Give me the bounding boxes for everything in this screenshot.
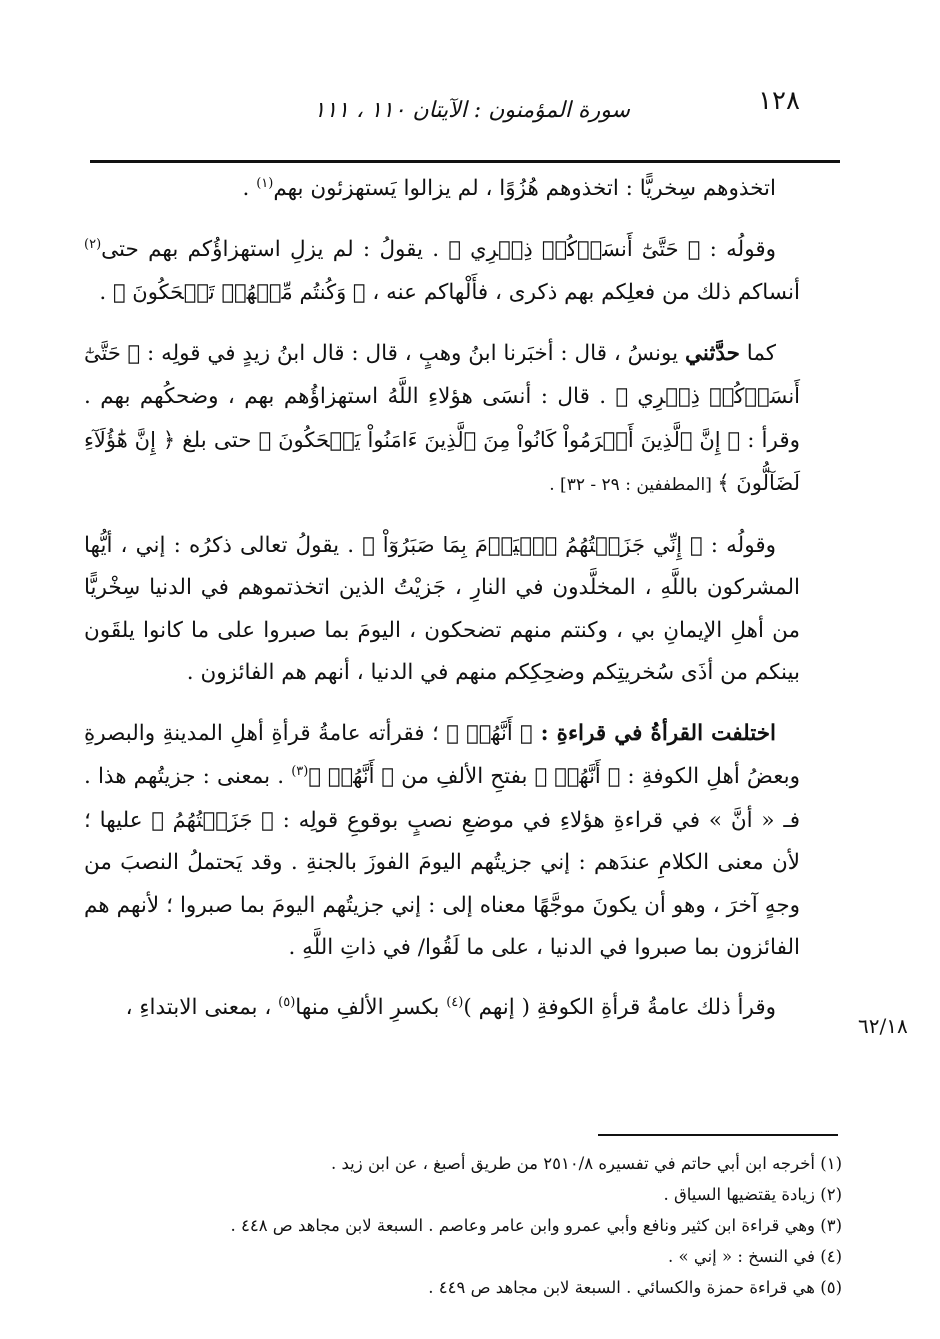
quran-quote: ﴿ أَنَّهُمۡ ﴾ [534,764,621,788]
footnote: (٤) في النسخ : « إني » . [668,1247,842,1266]
footnote: (٢) زيادة يقتضيها السياق . [663,1185,842,1204]
text-run: حتى بلغ [175,427,259,453]
quran-quote: ﴿ إِنَّ ٱلَّذِينَ أَجۡرَمُواْ كَانُواْ مِنَ ٱلَّذِينَ ءَامَنُواْ يَضۡحَكُونَ ﴾ [258,427,741,452]
paragraph [84,332,800,507]
text-run: وقولُه : [700,236,776,262]
header-rule [90,160,840,163]
text-run: . يقولُ تعالى ذكرُه : إني ، أيُّها المشركون باللَّهِ ، المخلَّدون في النارِ ، جَزيْتُ الذين اتخذتموهم في الدنيا سِخْريًّا من أهلِ الإيمانِ بي ، وكنتم منهم تضحكون ، اليومَ بما صبروا على ما كانوا يلقَون بينكم من أذَى سُخريتِكم وضحِكِكم منهم في الدنيا ، أنهم هم الفائزون . [84,532,800,685]
footnote-rule [598,1134,838,1136]
paragraph [84,524,800,695]
footnote-ref: (١) [256,175,274,191]
text-run: عليها ؛ لأن معنى الكلامِ عندَهم : إني جزيتُهم اليومَ الفوزَ بالجنةِ . وقد يَحتملُ النصبَ من وجهٍ آخرَ ، وهو أن يكونَ موجَّهًا معناه إلى : إني جزيتُهم اليومَ بما صبروا ؛ لأنهم هم الفائزون بما صبروا في الدنيا ، على ما لَقُوا/ في ذاتِ اللَّهِ . [84,807,800,960]
quran-quote: ﴿ إِنِّي جَزَيۡتُهُمُ ٱلۡيَوۡمَ بِمَا صَبَرُوٓاْ ﴾ [362,532,703,557]
text-run: ؛ فقرأته عامةُ قرأةِ أهلِ المدينةِ والبصرةِ وبعضُ أهلِ الكوفةِ : [84,720,800,789]
running-title: سورة المؤمنون : الآيتان ١١٠ ، ١١١ [313,98,630,123]
main-text [84,168,800,1046]
bold-lead: حدَّثني [684,340,740,366]
footnote: (٥) هي قراءة حمزة والكسائي . السبعة لابن مجاهد ص ٤٤٩ . [428,1278,842,1297]
footnotes [102,1148,842,1303]
citation: [المطففين : ٢٩ - ٣٢] . [549,475,718,495]
footnote-ref: (٤) [446,994,464,1010]
paragraph [84,987,800,1030]
quran-quote: ﴿ وَكُنتُم مِّنۡهُمۡ تَضۡحَكُونَ ﴾ [113,280,366,304]
quran-quote: ﴿ جَزَيۡتُهُمُ ﴾ [151,807,274,832]
bold-lead: اختلفت القرأةُ في قراءةِ : [532,720,776,746]
margin-reference: ٦٢/١٨ [858,1014,908,1038]
page-number: ١٢٨ [758,86,800,116]
text-run: . يقولُ : لم يزلِ استهزاؤُكم بهم حتى [101,236,449,262]
text-run: . بمعنى : جزيتُهم هذا . فـ « أنَّ » في قراءةِ هؤلاءِ في موضعِ نصبٍ بوقوعِ قولِه : [84,764,800,833]
paragraph [84,228,800,315]
text-run: كما [739,340,776,366]
quran-quote: ﴿ أَنَّهُمۡ ﴾ [308,764,395,788]
text-run: بفتحِ الألفِ من [394,764,535,789]
text-run: . قال : أنسَى هؤلاءِ اللَّهُ استهزاؤُهم بهم ، وضحكُهم بهم . وقرأ : [84,384,800,453]
text-run: . [242,176,257,201]
text-run: اتخذوهم سِخريًّا : اتخذوهم هُزُوًا ، لم يزالوا يَستهزئون بهم [273,176,776,201]
footnote: (٣) وهي قراءة ابن كثير ونافع وأبي عمرو وابن عامر وعاصم . السبعة لابن مجاهد ص ٤٤٨ . [230,1216,842,1235]
text-run: يونسُ ، قال : أخبَرنا ابنُ وهبٍ ، قال : قال ابنُ زيدٍ في قولِه : [140,340,685,366]
text-run: أنساكم ذلك من فعلِكم بهم ذكرى ، فأَلْهاكم عنه ، [365,280,800,305]
quran-quote: ﴿ حَتَّىٰٓ أَنسَوۡكُمۡ ذِكۡرِي ﴾ [448,236,701,261]
footnote-ref: (٣) [291,763,309,779]
footnote-ref: (٢) [84,236,102,252]
footnote-ref: (٥) [278,994,296,1010]
text-run: ، بمعنى الابتداءِ ، [125,994,279,1020]
paragraph [84,168,800,211]
footnote: (١) أخرجه ابن أبي حاتم في تفسيره ٢٥١٠/٨ من طريق أصبغ ، عن ابن زيد . [330,1154,842,1173]
quran-quote: ﴿ حَتَّىٰٓ أَنسَوۡكُمۡ ذِكۡرِي ﴾ [84,340,800,408]
page-header [90,86,800,136]
quran-quote: ﴿ إِنَّ هَٰٓؤُلَآءِ لَضَآلُّونَ ﴾ [84,427,800,495]
paragraph [84,712,800,970]
text-run: بكسرِ الألفِ منها [295,994,447,1020]
text-run: وقولُه : [702,532,776,558]
quran-quote: ﴿ أَنَّهُمۡ ﴾ [446,720,533,745]
text-run: . [99,280,114,305]
text-run: وقرأ ذلك عامةُ قرأةِ الكوفةِ ( إنهم ) [463,994,776,1020]
